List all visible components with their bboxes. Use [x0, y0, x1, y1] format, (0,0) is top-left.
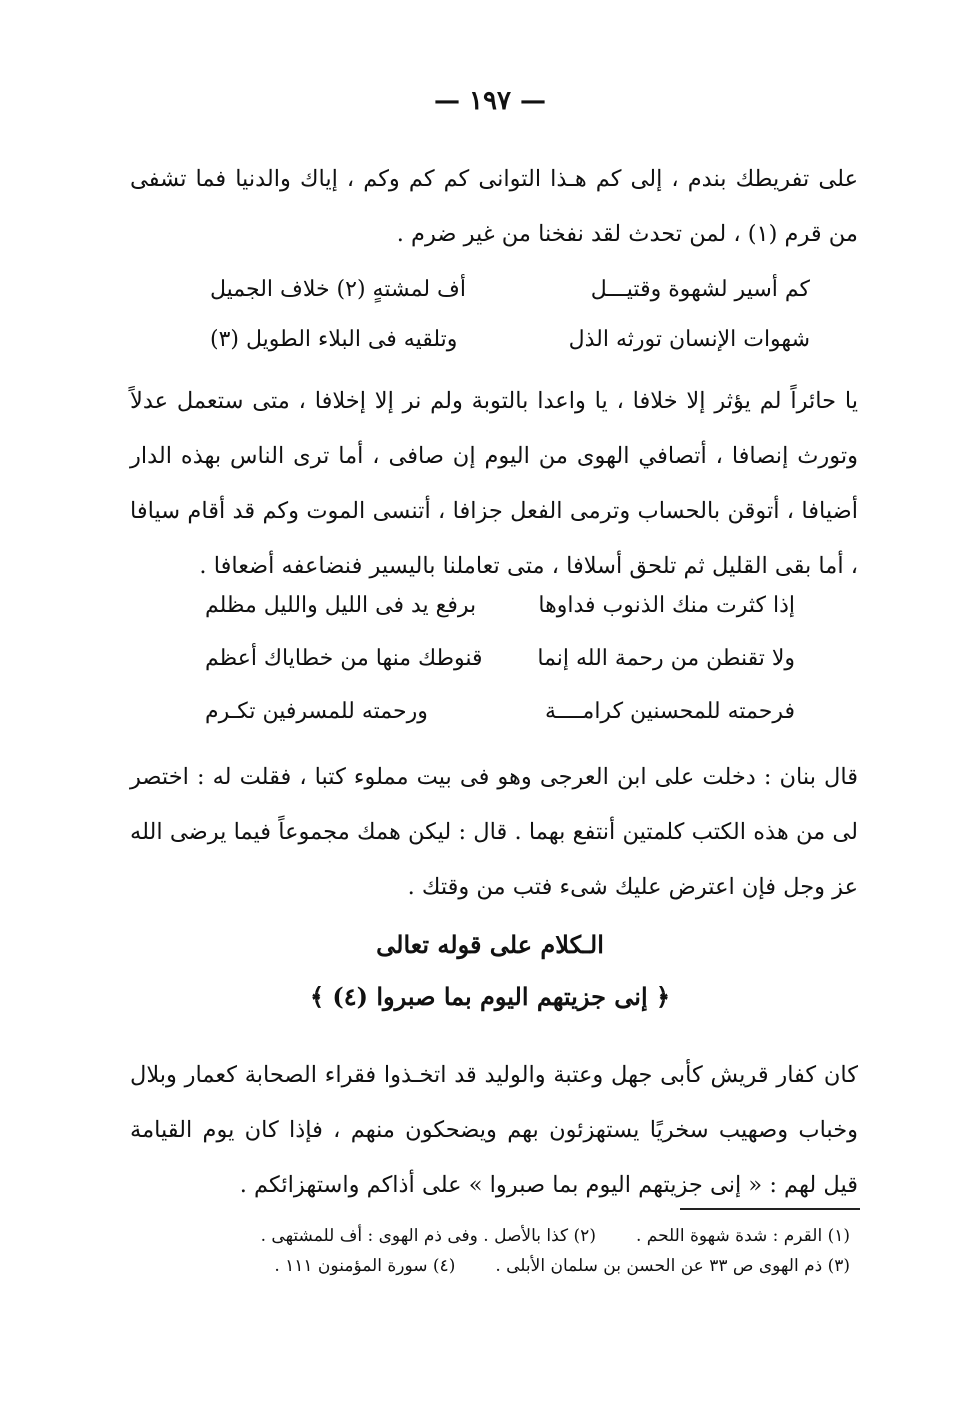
paragraph-4: كان كفار قريش كأبى جهل وعتبة والوليد قد اتخـذوا فقراء الصحابة كعمار وبلال وخباب وصهيب سخريًا يستهزئون بهم ويضحكون منهم ، فإذا كان يوم القيامة قيل لهم : « إنى جزيتهم اليوم بما صبروا » على أذاكم واستهزائكم .	[130, 1062, 858, 1198]
verse-line-2	[210, 318, 810, 362]
verse-line-3-left: برفع يد فى الليل والليل مظلم	[205, 593, 477, 618]
footnote-line-2	[200, 1252, 850, 1280]
verse-line-4-left: قنوطك منها من خطاياك أعظم	[205, 646, 483, 671]
verse-line-4	[205, 637, 795, 681]
verse-line-4-right: ولا تقنطن من رحمة الله إنما	[537, 646, 795, 671]
verse-line-1-right: كم أسير لشهوة وقتيـــل	[590, 277, 810, 302]
section-heading: الـكلام على قوله تعالى	[376, 930, 604, 959]
footnote-3: (٣) ذم الهوى ص ٣٣ عن الحسن بن سلمان الأبلى .	[495, 1256, 850, 1276]
verse-line-3	[205, 584, 795, 628]
footnote-2: (٢) كذا بالأصل . وفى ذم الهوى : أف للمشتهى .	[260, 1226, 596, 1246]
verse-line-3-right: إذا كثرت منك الذنوب فداوها	[538, 593, 795, 618]
verse-line-2-right: شهوات الإنسان تورثه الذل	[568, 327, 810, 352]
verse-line-5-left: ورحمته للمسرفين تكـرم	[205, 699, 428, 724]
paragraph-2: يا حائراً لم يؤثر إلا خلافا ، يا واعدا بالتوبة ولم نر إلا إخلافا ، متى ستعمل عدلاً وتورث إنصافا ، أتصافي الهوى من اليوم إن صافى ، أما ترى الناس بهذه الدار أضيافا ، أتوقن بالحساب وترمى الفعل جزافا ، أتنسى الموت وكم قد أقام سيافا ، أما بقى القليل ثم تلحق أسلافا ، متى تعاملنا باليسير فنضاعفه أضعافا .	[130, 388, 858, 579]
verse-line-5-right: فرحمته للمحسنين كرامــــة	[544, 699, 795, 724]
verse-line-5	[205, 690, 795, 734]
verse-line-2-left: وتلقيه فى البلاء الطويل (٣)	[210, 327, 458, 352]
verse-line-1	[210, 268, 810, 312]
footnote-divider	[680, 1208, 860, 1210]
paragraph-3: قال بنان : دخلت على ابن العرجى وهو فى بيت مملوء كتبا ، فقلت له : اختصر لى من هذه الكتب كلمتين أنتفع بهما . قال : ليكن همك مجموعاً فيما يرضى الله عز وجل فإن اعترض عليك شىء فتب من وقتك .	[130, 764, 858, 900]
paragraph-1: على تفريطك بندم ، إلى كم هـذا التوانى كم كم وكم ، إياك والدنيا فما تشفى من قرم (١) ، لمن تحدث لقد نفخنا من غير ضرم .	[130, 166, 858, 247]
quran-verse: ﴿ إنى جزيتهم اليوم بما صبروا (٤) ﴾	[309, 982, 671, 1011]
verse-line-1-left: أف لمشتهٍ (٢) خلاف الجميل	[210, 277, 466, 302]
footnote-4: (٤) سورة المؤمنون ١١١ .	[274, 1256, 456, 1276]
footnote-1: (١) القرم : شدة شهوة اللحم .	[635, 1226, 850, 1246]
page-number: — ١٩٧ —	[433, 86, 547, 116]
footnote-line-1	[200, 1222, 850, 1250]
